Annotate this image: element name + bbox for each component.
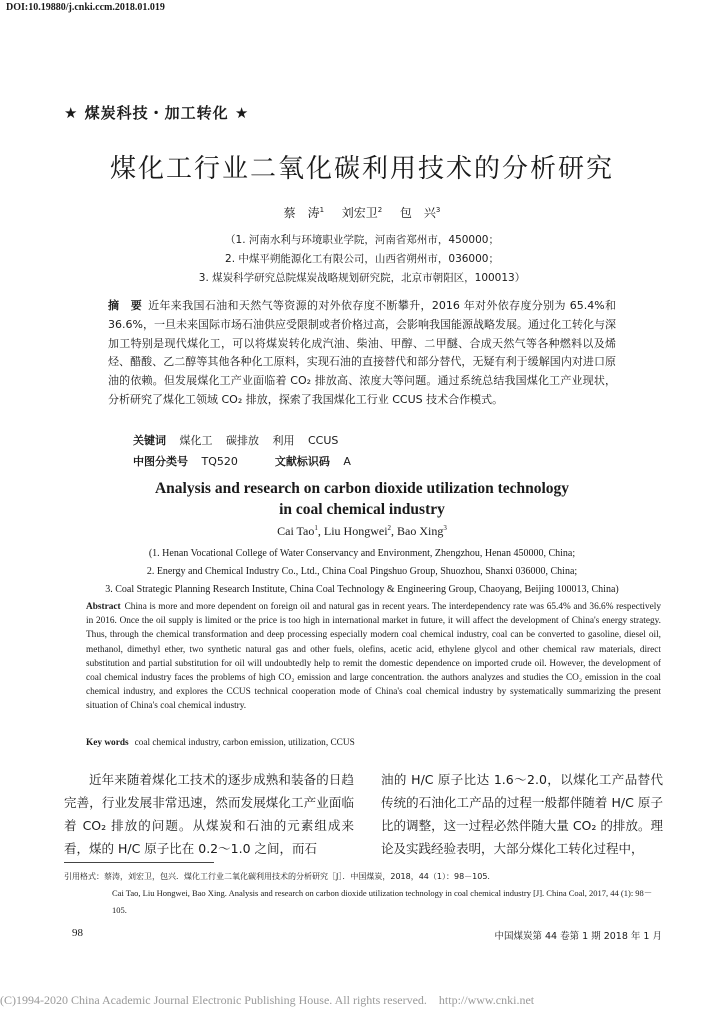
abstract-label: Abstract — [86, 602, 121, 612]
author-sup: 1 — [314, 524, 318, 532]
footnote-divider — [64, 862, 214, 863]
author-sup: 3 — [443, 524, 447, 532]
doc-code-label: 文献标识码 — [274, 455, 330, 468]
abstract-chinese — [108, 297, 616, 410]
clc-label: 中图分类号 — [133, 455, 188, 468]
citation-line-chinese: 引用格式：蔡涛，刘宏卫，包兴．煤化工行业二氧化碳利用技术的分析研究［J］．中国煤炭，2018，44（1）：98－105. — [64, 872, 490, 881]
section-header: ★ 煤炭科技・加工转化 ★ — [64, 104, 250, 122]
author-name: Liu Hongwei — [323, 524, 388, 538]
body-column-left: 近年来随着煤化工技术的逐步成熟和装备的日趋完善，行业发展非常迅速，然而发展煤化工产业面临着 CO₂ 排放的问题。从煤炭和石油的元素组成来看，煤的 H/C 原子比在 0.2～1.0 之间，而石 — [64, 772, 354, 856]
author-name: Bao Xing — [397, 524, 444, 538]
doc-code: A — [343, 455, 351, 468]
keywords-english — [86, 738, 355, 748]
citation-line-english: Cai Tao, Liu Hongwei, Bao Xing. Analysis and research on carbon dioxide utilization technology in coal chemical industry [J]. China Coal, 2017, 44 (1): 98－105. — [112, 888, 653, 915]
authors-english: Cai Tao$^1$, Liu Hongwei$^2$, Bao Xing$^3$ — [277, 524, 447, 538]
keyword: 利用 — [272, 434, 295, 447]
affiliation-english: 2. Energy and Chemical Industry Co., Ltd., China Coal Pingshuo Group, Shuozhou, Shanxi 036000, China; — [146, 566, 578, 577]
abstract-label: 摘 要 — [108, 299, 143, 312]
abstract-english — [86, 600, 661, 714]
journal-footer: 中国煤炭第 44 卷第 1 期 2018 年 1 月 — [494, 931, 662, 942]
keywords-text: coal chemical industry, carbon emission, utilization, CCUS — [134, 738, 355, 748]
keywords-label: Key words — [86, 738, 129, 748]
affiliation-chinese: 2. 中煤平朔能源化工有限公司，山西省朔州市，036000； — [225, 253, 499, 265]
doi: DOI:10.19880/j.cnki.ccm.2018.01.019 — [6, 2, 165, 13]
author-sup: 1 — [319, 206, 325, 214]
classification-chinese — [133, 453, 351, 469]
authors-chinese — [0, 204, 724, 221]
affiliation-english: (1. Henan Vocational College of Water Conservancy and Environment, Zhengzhou, Henan 450000, China; — [148, 548, 576, 559]
abstract-text: China is more and more dependent on foreign oil and natural gas in recent years. The interdependency rate was 65.4% and 36.6% respectively in 2016. Once the oil supply is limited or the price is too high in international market in future, it will affect the development of China's energy strategy. Thus, through the chemical transformation and deep processing especially modern coal chemical industry, coal can be converted to gasoline, diesel oil, methanol, dimethyl ether, two synthetic natural gas and other fuels, olefins, acetic acid, ethylene glycol and other chemical raw materials, direct substitution and partial substitution for oil will undoubtedly help to remit the domestic dependence on imported crude oil. However, the development of coal chemical industry faces the problems of high CO₂ emission and large concentration. the authors analyzes and studies the CO₂ emission in the coal chemical industry, and explores the CCUS technical cooperation mode of China's coal chemical industry by systematically summarizing the present situation of China's coal chemical industry. — [86, 602, 661, 712]
title-english — [0, 478, 724, 520]
affiliation-chinese: （1. 河南水利与环境职业学院，河南省郑州市，450000； — [225, 234, 499, 246]
author-name: 刘宏卫 — [341, 206, 378, 220]
keyword: 碳排放 — [226, 434, 259, 447]
body-column-right: 油的 H/C 原子比达 1.6～2.0，以煤化工产品替代传统的石油化工产品的过程一般都伴随着 H/C 原子比的调整，这一过程必然伴随大量 CO₂ 的排放。理论及实践经验表明，大部分煤化工转化过程中， — [381, 772, 663, 856]
author-sup: 2 — [387, 524, 392, 532]
affiliation-english: 3. Coal Strategic Planning Research Institute, China Coal Technology & Engineering Group, Chaoyang, Beijing 100013, China) — [105, 584, 619, 595]
keywords-label: 关键词 — [133, 434, 166, 447]
keywords-chinese — [133, 432, 338, 448]
author-name: 蔡 涛 — [283, 206, 320, 220]
title-chinese: 煤化工行业二氧化碳利用技术的分析研究 — [109, 154, 614, 184]
author-name: Cai Tao — [277, 524, 315, 538]
keyword: CCUS — [308, 434, 339, 447]
page-number: 98 — [72, 927, 83, 939]
title-english-line: in coal chemical industry — [279, 501, 445, 518]
abstract-text: 近年来我国石油和天然气等资源的对外依存度不断攀升，2016 年对外依存度分别为 65.4%和 36.6%，一旦未来国际市场石油供应受限制或者价格过高，会影响我国能源战略发展。通过化工转化与深加工特别是现代煤化工，可以将煤炭转化成汽油、柴油、甲醇、二甲醚、合成天然气等各种燃料以及烯烃、醋酸、乙二醇等其他各种化工原料，实现石油的直接替代和部分替代，无疑有利于缓解国内对进口原油的依赖。但发展煤化工产业面临着 CO₂ 排放高、浓度大等问题。通过系统总结我国煤化工产业现状，分析研究了煤化工领域 CO₂ 排放，探索了我国煤化工行业 CCUS 技术合作模式。 — [108, 299, 616, 406]
citation — [64, 868, 664, 919]
keyword: 煤化工 — [179, 434, 213, 447]
copyright-watermark: (C)1994-2020 China Academic Journal Electronic Publishing House. All rights reserved. http://www.cnki.net — [0, 993, 535, 1007]
author-name: 包 兴 — [399, 206, 436, 220]
title-english-line: Analysis and research on carbon dioxide utilization technology — [154, 480, 570, 497]
author-sup: 2 — [377, 206, 383, 214]
author-sup: 3 — [435, 206, 441, 214]
affiliation-chinese: 3. 煤炭科学研究总院煤炭战略规划研究院，北京市朝阳区，100013） — [198, 272, 526, 284]
clc-code: TQ520 — [201, 455, 238, 468]
